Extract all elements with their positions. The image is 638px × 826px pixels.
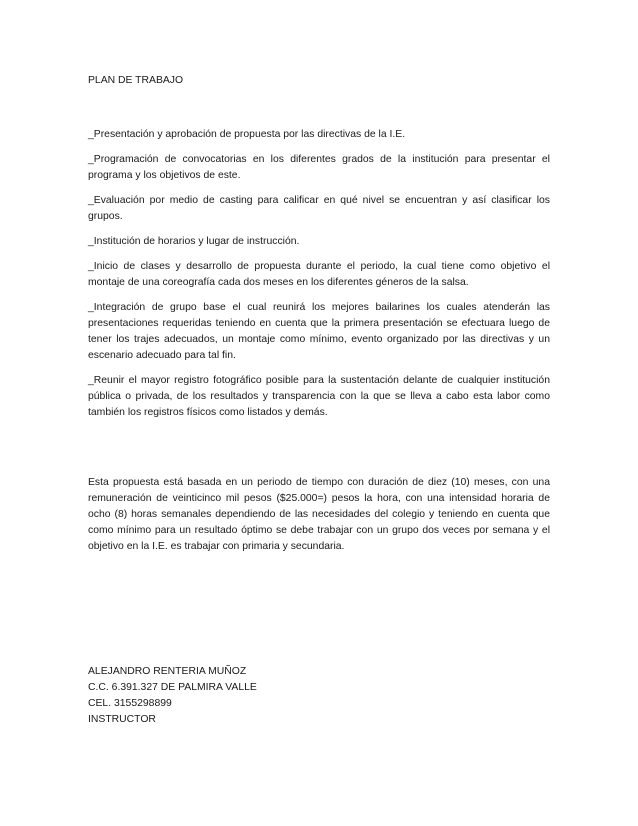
work-plan-item: _Institución de horarios y lugar de instrucción. xyxy=(88,236,300,247)
work-plan-item: _Reunir el mayor registro fotográfico posible para la sustentación delante de cualquier institución pública o privada, de los resultados y transparencia con la que se lleva a cabo esta labor como también los registros físicos como listados y demás. xyxy=(88,375,550,418)
document-title: PLAN DE TRABAJO xyxy=(88,75,184,86)
signature-name: ALEJANDRO RENTERIA MUÑOZ xyxy=(88,666,247,677)
signature-phone: CEL. 3155298899 xyxy=(88,698,172,709)
signature-id: C.C. 6.391.327 DE PALMIRA VALLE xyxy=(88,682,257,693)
closing-paragraph: Esta propuesta está basada en un periodo de tiempo con duración de diez (10) meses, con una remuneración de veinticinco mil pesos ($25.000=) pesos la hora, con una intensidad horaria de ocho (8) horas semanales dependiendo de las necesidades del colegio y teniendo en cuenta que como mínimo para un resultado óptimo se debe trabajar con un grupo dos veces por semana y el objetivo en la I.E. es trabajar con primaria y secundaria. xyxy=(88,477,550,553)
signature-role: INSTRUCTOR xyxy=(88,714,156,725)
work-plan-item: _Programación de convocatorias en los diferentes grados de la institución para presentar el programa y los objetivos de este. xyxy=(88,154,550,181)
work-plan-item: _Integración de grupo base el cual reunirá los mejores bailarines los cuales atenderán las presentaciones requeridas teniendo en cuenta que la primera presentación se efectuara luego de tener los trajes adecuados, un montaje como mínimo, evento organizado por las directivas y un escenario adecuado para tal fin. xyxy=(88,302,550,361)
work-plan-item: _Presentación y aprobación de propuesta por las directivas de la I.E. xyxy=(88,129,406,140)
work-plan-item: _Evaluación por medio de casting para calificar en qué nivel se encuentran y así clasificar los grupos. xyxy=(88,195,550,222)
work-plan-list xyxy=(88,127,550,430)
work-plan-item: _Inicio de clases y desarrollo de propuesta durante el periodo, la cual tiene como objetivo el montaje de una coreografía cada dos meses en los diferentes géneros de la salsa. xyxy=(88,261,550,288)
signature-block xyxy=(88,664,550,728)
